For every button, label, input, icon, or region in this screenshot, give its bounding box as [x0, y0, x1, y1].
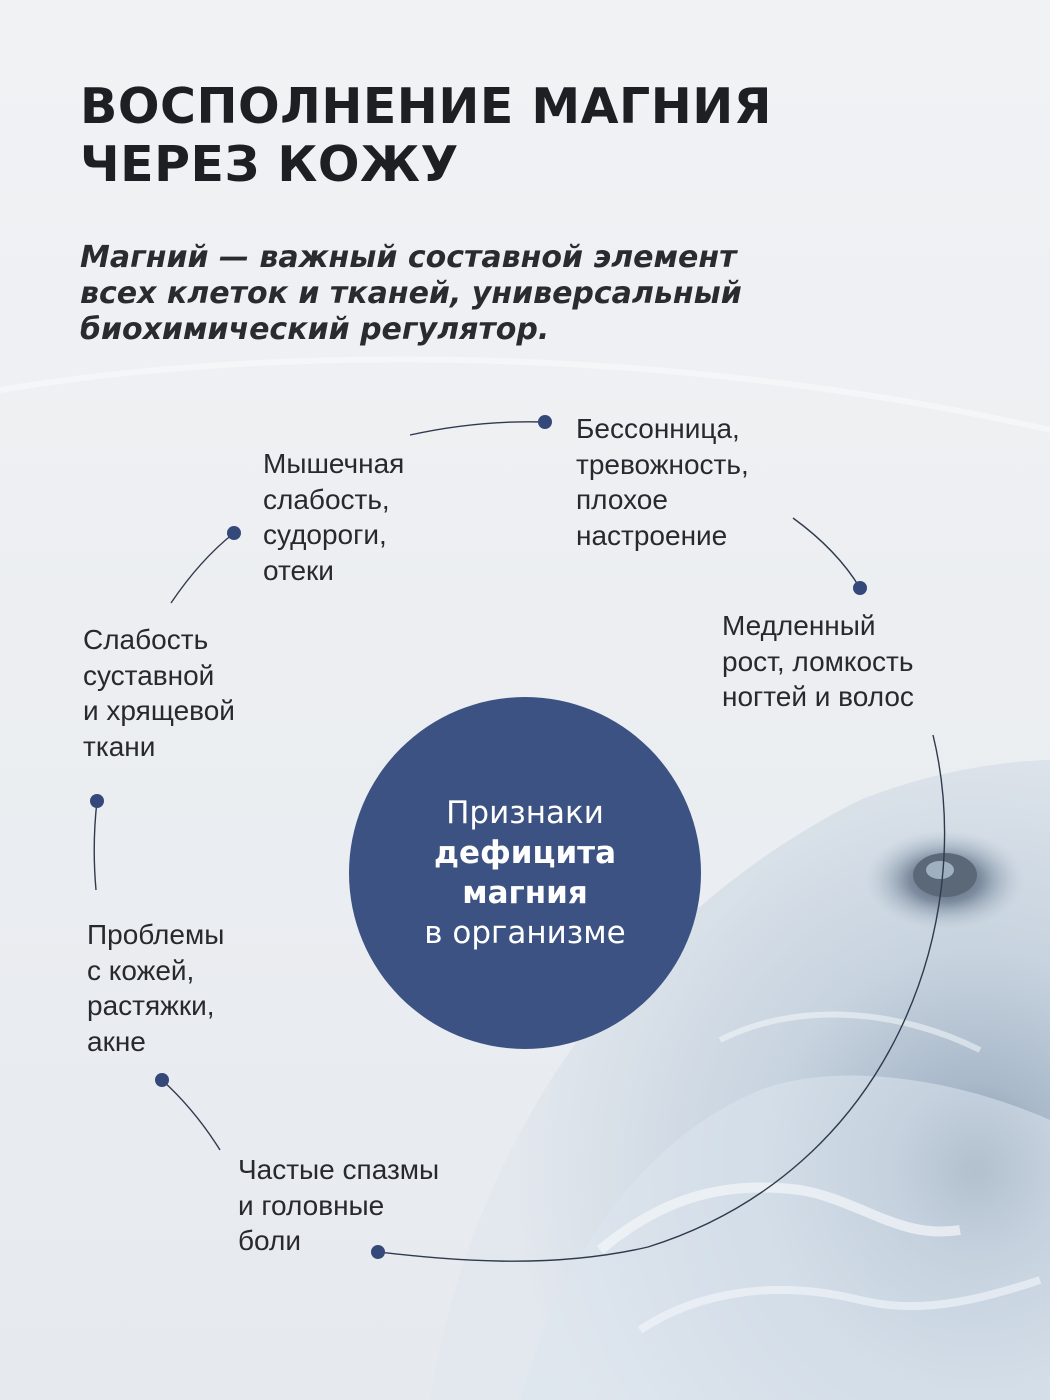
- symptom-line: Проблемы: [87, 919, 225, 950]
- symptom-joints: [83, 622, 235, 764]
- title-line: ЧЕРЕЗ КОЖУ: [80, 136, 459, 193]
- symptom-line: слабость,: [263, 483, 390, 515]
- symptom-skin: [87, 917, 224, 1059]
- center-line-bold: магния: [462, 875, 588, 911]
- symptom-line: Мышечная: [263, 448, 405, 479]
- symptom-line: акне: [87, 1025, 146, 1057]
- symptom-line: тревожность,: [576, 448, 749, 480]
- symptom-line: отеки: [263, 554, 334, 586]
- center-line-bold: дефицита: [433, 835, 617, 871]
- page-title: [80, 78, 980, 194]
- symptom-spasms: [238, 1152, 439, 1259]
- symptom-line: ткани: [83, 730, 156, 762]
- symptom-line: и головные: [238, 1189, 385, 1221]
- symptom-insomnia: [576, 411, 749, 553]
- intro-line: Магний — важный составной элемент: [80, 240, 737, 275]
- title-line: ВОСПОЛНЕНИЕ МАГНИЯ: [80, 78, 773, 135]
- symptom-line: и хрящевой: [83, 695, 235, 726]
- intro-line: всех клеток и тканей, универсальный: [80, 276, 742, 311]
- symptom-muscles: [263, 446, 404, 588]
- symptom-line: рост, ломкость: [722, 645, 914, 677]
- symptom-line: боли: [238, 1225, 301, 1256]
- deficiency-signs-circle: [349, 697, 701, 1049]
- center-line: в организме: [424, 915, 626, 951]
- symptom-line: судороги,: [263, 519, 387, 550]
- symptom-line: растяжки,: [87, 990, 215, 1021]
- symptom-nails-hair: [722, 608, 914, 715]
- symptom-line: суставной: [83, 659, 215, 691]
- symptom-line: настроение: [576, 519, 728, 551]
- intro-text: [80, 240, 980, 348]
- symptom-line: ногтей и волос: [722, 681, 914, 712]
- symptom-line: Бессонница,: [576, 413, 740, 444]
- symptom-line: Медленный: [722, 610, 876, 641]
- symptom-line: с кожей,: [87, 954, 195, 986]
- symptom-line: Слабость: [83, 624, 209, 655]
- symptom-line: плохое: [576, 484, 668, 515]
- symptom-line: Частые спазмы: [238, 1154, 440, 1185]
- center-line: Признаки: [446, 795, 604, 831]
- intro-line: биохимический регулятор.: [80, 312, 550, 347]
